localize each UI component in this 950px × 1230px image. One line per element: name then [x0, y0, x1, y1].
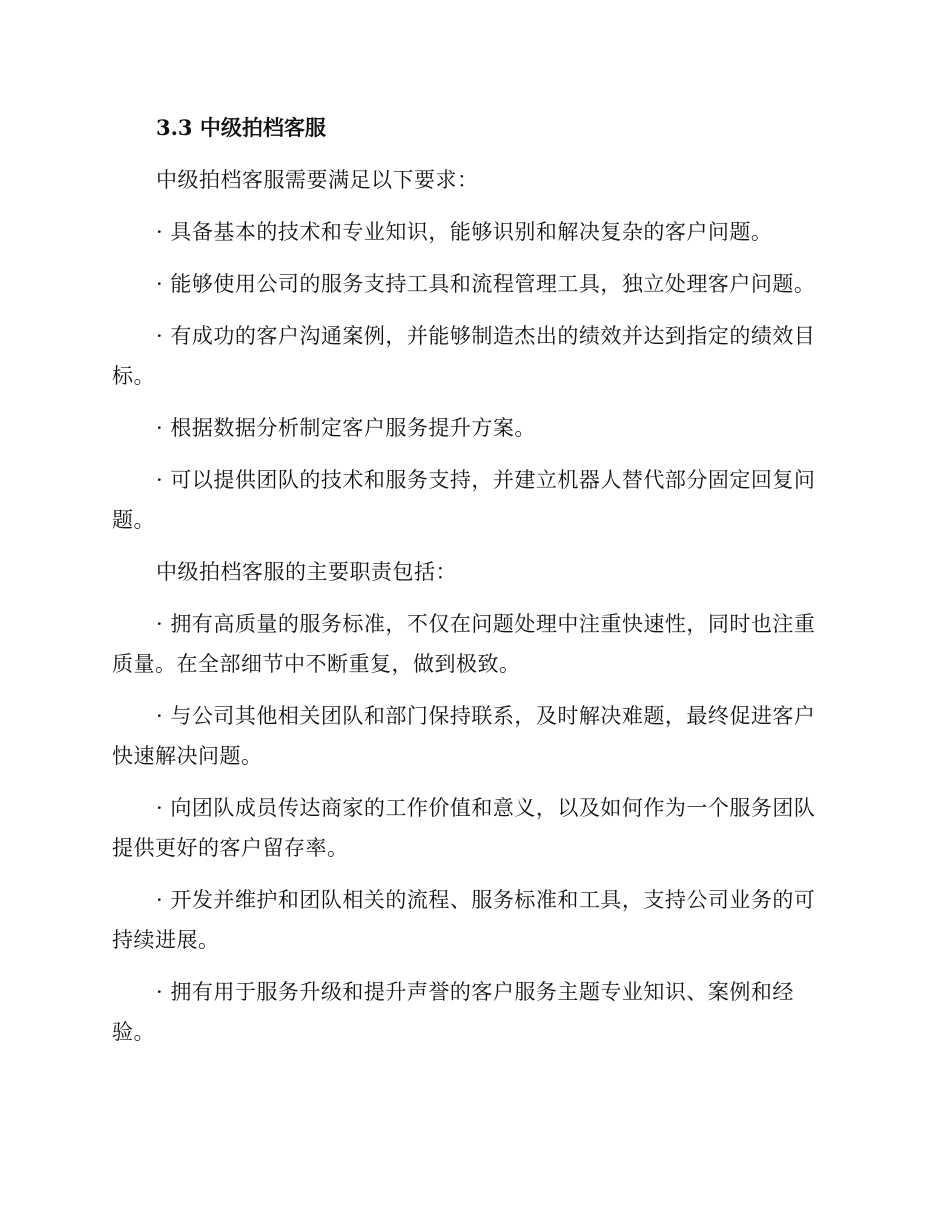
duty-item-4: · 开发并维护和团队相关的流程、服务标准和工具，支持公司业务的可持续进展。 [112, 888, 816, 952]
requirement-item-5: · 可以提供团队的技术和服务支持，并建立机器人替代部分固定回复问题。 [112, 468, 816, 532]
document-page [112, 108, 824, 1052]
duty-item-2: · 与公司其他相关团队和部门保持联系，及时解决难题，最终促进客户快速解决问题。 [112, 704, 816, 768]
requirement-item-1: · 具备基本的技术和专业知识，能够识别和解决复杂的客户问题。 [156, 220, 773, 244]
requirement-item-3: · 有成功的客户沟通案例，并能够制造杰出的绩效并达到指定的绩效目标。 [112, 324, 816, 388]
duty-item-1: · 拥有高质量的服务标准，不仅在问题处理中注重快速性，同时也注重质量。在全部细节中不断重复，做到极致。 [112, 612, 816, 676]
duty-item-3: · 向团队成员传达商家的工作价值和意义，以及如何作为一个服务团队提供更好的客户留存率。 [112, 796, 816, 860]
requirement-item-2: · 能够使用公司的服务支持工具和流程管理工具，独立处理客户问题。 [156, 272, 816, 296]
duties-intro: 中级拍档客服的主要职责包括： [156, 560, 457, 584]
section-title: 3.3 中级拍档客服 [156, 115, 326, 140]
duty-item-5: · 拥有用于服务升级和提升声誉的客户服务主题专业知识、案例和经验。 [112, 980, 794, 1044]
requirements-intro: 中级拍档客服需要满足以下要求： [156, 168, 479, 192]
requirement-item-4: · 根据数据分析制定客户服务提升方案。 [156, 416, 536, 440]
